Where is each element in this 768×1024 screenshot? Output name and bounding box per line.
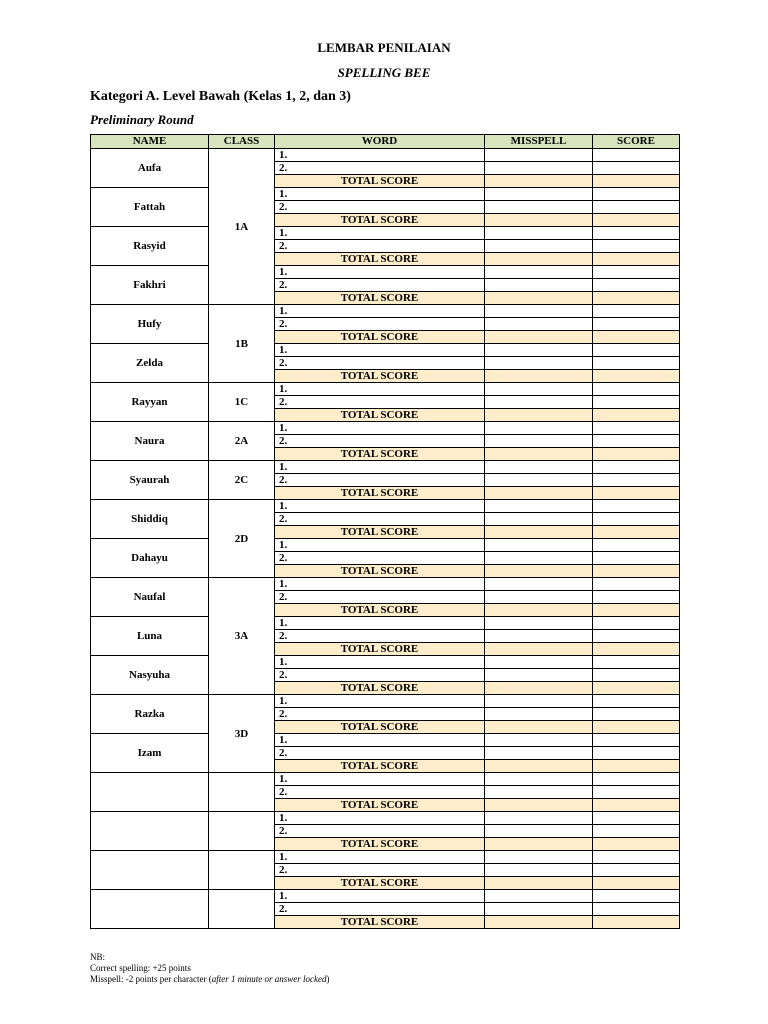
score-cell[interactable]	[593, 591, 680, 604]
student-class	[209, 890, 275, 929]
total-score-cell[interactable]	[593, 253, 680, 266]
misspell-cell[interactable]	[485, 149, 593, 162]
score-cell[interactable]	[593, 474, 680, 487]
misspell-cell[interactable]	[485, 474, 593, 487]
table-body	[91, 149, 680, 929]
student-name: Izam	[91, 734, 209, 773]
score-cell[interactable]	[593, 162, 680, 175]
misspell-cell[interactable]	[485, 825, 593, 838]
word-cell[interactable]: 1.	[275, 383, 485, 396]
total-score-cell[interactable]	[593, 760, 680, 773]
total-score-cell[interactable]	[593, 838, 680, 851]
notes-misspell-italic: after 1 minute or answer locked	[211, 974, 327, 984]
score-cell[interactable]	[593, 383, 680, 396]
word-cell[interactable]: 1.	[275, 188, 485, 201]
total-score-label: TOTAL SCORE	[275, 487, 485, 500]
total-misspell-cell[interactable]	[485, 565, 593, 578]
column-header-score: SCORE	[593, 135, 680, 149]
total-score-cell[interactable]	[593, 721, 680, 734]
student-name: Naufal	[91, 578, 209, 617]
student-class: 1A	[209, 149, 275, 305]
total-score-label: TOTAL SCORE	[275, 214, 485, 227]
misspell-cell[interactable]	[485, 708, 593, 721]
total-misspell-cell[interactable]	[485, 175, 593, 188]
notes-correct: Correct spelling: +25 points	[90, 963, 191, 973]
word-row	[91, 617, 680, 630]
student-class	[209, 812, 275, 851]
word-cell[interactable]: 2.	[275, 162, 485, 175]
column-header-name: NAME	[91, 135, 209, 149]
word-cell[interactable]: 1.	[275, 890, 485, 903]
student-name	[91, 812, 209, 851]
score-table	[90, 134, 680, 929]
misspell-cell[interactable]	[485, 240, 593, 253]
score-cell[interactable]	[593, 305, 680, 318]
word-cell[interactable]: 1.	[275, 305, 485, 318]
student-class: 1C	[209, 383, 275, 422]
score-cell[interactable]	[593, 188, 680, 201]
misspell-cell[interactable]	[485, 747, 593, 760]
score-cell[interactable]	[593, 344, 680, 357]
word-cell[interactable]: 2.	[275, 708, 485, 721]
student-class: 3A	[209, 578, 275, 695]
misspell-cell[interactable]	[485, 500, 593, 513]
total-score-label: TOTAL SCORE	[275, 331, 485, 344]
student-name: Hufy	[91, 305, 209, 344]
total-score-label: TOTAL SCORE	[275, 253, 485, 266]
total-score-label: TOTAL SCORE	[275, 448, 485, 461]
total-score-cell[interactable]	[593, 916, 680, 929]
word-cell[interactable]: 1.	[275, 851, 485, 864]
notes-misspell-suffix: )	[326, 974, 330, 984]
total-misspell-cell[interactable]	[485, 487, 593, 500]
student-name	[91, 851, 209, 890]
misspell-cell[interactable]	[485, 864, 593, 877]
total-score-label: TOTAL SCORE	[275, 721, 485, 734]
total-score-cell[interactable]	[593, 487, 680, 500]
total-misspell-cell[interactable]	[485, 526, 593, 539]
total-score-label: TOTAL SCORE	[275, 370, 485, 383]
total-misspell-cell[interactable]	[485, 916, 593, 929]
score-cell[interactable]	[593, 812, 680, 825]
score-cell[interactable]	[593, 357, 680, 370]
misspell-cell[interactable]	[485, 162, 593, 175]
word-row	[91, 344, 680, 357]
total-score-cell[interactable]	[593, 604, 680, 617]
word-cell[interactable]: 2.	[275, 669, 485, 682]
document-title: LEMBAR PENILAIAN	[317, 40, 451, 55]
notes-section	[90, 952, 329, 985]
total-misspell-cell[interactable]	[485, 331, 593, 344]
score-cell[interactable]	[593, 422, 680, 435]
total-score-cell[interactable]	[593, 643, 680, 656]
word-row	[91, 149, 680, 162]
word-row	[91, 422, 680, 435]
score-cell[interactable]	[593, 786, 680, 799]
word-cell[interactable]: 1.	[275, 227, 485, 240]
score-cell[interactable]	[593, 578, 680, 591]
misspell-cell[interactable]	[485, 318, 593, 331]
score-cell[interactable]	[593, 513, 680, 526]
word-cell[interactable]: 1.	[275, 266, 485, 279]
total-score-label: TOTAL SCORE	[275, 526, 485, 539]
total-misspell-cell[interactable]	[485, 799, 593, 812]
word-cell[interactable]: 2.	[275, 240, 485, 253]
word-cell[interactable]: 2.	[275, 864, 485, 877]
word-cell[interactable]: 1.	[275, 812, 485, 825]
student-class	[209, 851, 275, 890]
word-cell[interactable]: 2.	[275, 201, 485, 214]
total-misspell-cell[interactable]	[485, 292, 593, 305]
word-cell[interactable]: 1.	[275, 539, 485, 552]
total-score-label: TOTAL SCORE	[275, 565, 485, 578]
table-header-row	[91, 135, 680, 149]
misspell-cell[interactable]	[485, 383, 593, 396]
student-name: Zelda	[91, 344, 209, 383]
total-score-label: TOTAL SCORE	[275, 877, 485, 890]
score-cell[interactable]	[593, 240, 680, 253]
student-class: 2A	[209, 422, 275, 461]
word-cell[interactable]: 1.	[275, 344, 485, 357]
misspell-cell[interactable]	[485, 266, 593, 279]
score-cell[interactable]	[593, 279, 680, 292]
total-score-label: TOTAL SCORE	[275, 916, 485, 929]
student-name: Razka	[91, 695, 209, 734]
word-cell[interactable]: 1.	[275, 617, 485, 630]
total-misspell-cell[interactable]	[485, 253, 593, 266]
misspell-cell[interactable]	[485, 227, 593, 240]
word-row	[91, 188, 680, 201]
word-row	[91, 227, 680, 240]
word-cell[interactable]: 1.	[275, 656, 485, 669]
misspell-cell[interactable]	[485, 305, 593, 318]
misspell-cell[interactable]	[485, 669, 593, 682]
score-cell[interactable]	[593, 227, 680, 240]
total-misspell-cell[interactable]	[485, 721, 593, 734]
misspell-cell[interactable]	[485, 513, 593, 526]
column-header-class: CLASS	[209, 135, 275, 149]
score-cell[interactable]	[593, 149, 680, 162]
word-row	[91, 656, 680, 669]
misspell-cell[interactable]	[485, 435, 593, 448]
total-score-cell[interactable]	[593, 370, 680, 383]
total-score-cell[interactable]	[593, 409, 680, 422]
score-cell[interactable]	[593, 851, 680, 864]
total-score-cell[interactable]	[593, 448, 680, 461]
student-name: Aufa	[91, 149, 209, 188]
misspell-cell[interactable]	[485, 851, 593, 864]
misspell-cell[interactable]	[485, 396, 593, 409]
word-cell[interactable]: 2.	[275, 435, 485, 448]
word-row	[91, 500, 680, 513]
student-name: Fakhri	[91, 266, 209, 305]
word-cell[interactable]: 2.	[275, 279, 485, 292]
total-misspell-cell[interactable]	[485, 370, 593, 383]
misspell-cell[interactable]	[485, 656, 593, 669]
score-cell[interactable]	[593, 435, 680, 448]
word-cell[interactable]: 2.	[275, 630, 485, 643]
student-name: Shiddiq	[91, 500, 209, 539]
student-class: 1B	[209, 305, 275, 383]
word-row	[91, 734, 680, 747]
score-cell[interactable]	[593, 890, 680, 903]
word-cell[interactable]: 1.	[275, 422, 485, 435]
score-cell[interactable]	[593, 617, 680, 630]
word-cell[interactable]: 2.	[275, 513, 485, 526]
misspell-cell[interactable]	[485, 591, 593, 604]
total-misspell-cell[interactable]	[485, 409, 593, 422]
total-score-label: TOTAL SCORE	[275, 760, 485, 773]
total-misspell-cell[interactable]	[485, 214, 593, 227]
total-score-cell[interactable]	[593, 799, 680, 812]
score-cell[interactable]	[593, 734, 680, 747]
misspell-cell[interactable]	[485, 539, 593, 552]
total-score-label: TOTAL SCORE	[275, 643, 485, 656]
student-name: Naura	[91, 422, 209, 461]
column-header-misspell: MISSPELL	[485, 135, 593, 149]
total-score-cell[interactable]	[593, 292, 680, 305]
score-cell[interactable]	[593, 396, 680, 409]
score-cell[interactable]	[593, 864, 680, 877]
score-cell[interactable]	[593, 266, 680, 279]
word-row	[91, 812, 680, 825]
word-cell[interactable]: 2.	[275, 786, 485, 799]
total-score-cell[interactable]	[593, 682, 680, 695]
notes-nb: NB:	[90, 952, 106, 962]
total-score-cell[interactable]	[593, 214, 680, 227]
misspell-cell[interactable]	[485, 617, 593, 630]
student-name: Rayyan	[91, 383, 209, 422]
word-cell[interactable]: 1.	[275, 500, 485, 513]
total-score-label: TOTAL SCORE	[275, 292, 485, 305]
total-score-label: TOTAL SCORE	[275, 682, 485, 695]
word-cell[interactable]: 1.	[275, 695, 485, 708]
misspell-cell[interactable]	[485, 461, 593, 474]
misspell-cell[interactable]	[485, 695, 593, 708]
student-class: 3D	[209, 695, 275, 773]
total-score-cell[interactable]	[593, 565, 680, 578]
word-row	[91, 461, 680, 474]
score-cell[interactable]	[593, 695, 680, 708]
misspell-cell[interactable]	[485, 201, 593, 214]
word-row	[91, 890, 680, 903]
word-row	[91, 266, 680, 279]
student-name	[91, 890, 209, 929]
word-cell[interactable]: 2.	[275, 474, 485, 487]
word-cell[interactable]: 2.	[275, 318, 485, 331]
total-score-cell[interactable]	[593, 175, 680, 188]
student-name: Fattah	[91, 188, 209, 227]
category-heading: Kategori A. Level Bawah (Kelas 1, 2, dan 3)	[90, 89, 351, 104]
total-score-cell[interactable]	[593, 331, 680, 344]
word-cell[interactable]: 2.	[275, 825, 485, 838]
score-cell[interactable]	[593, 500, 680, 513]
total-misspell-cell[interactable]	[485, 838, 593, 851]
misspell-cell[interactable]	[485, 422, 593, 435]
misspell-cell[interactable]	[485, 890, 593, 903]
score-cell[interactable]	[593, 708, 680, 721]
total-score-label: TOTAL SCORE	[275, 838, 485, 851]
total-misspell-cell[interactable]	[485, 760, 593, 773]
notes-misspell	[90, 974, 329, 985]
total-score-label: TOTAL SCORE	[275, 175, 485, 188]
score-cell[interactable]	[593, 669, 680, 682]
student-name: Nasyuha	[91, 656, 209, 695]
student-name: Syaurah	[91, 461, 209, 500]
word-cell[interactable]: 1.	[275, 578, 485, 591]
total-misspell-cell[interactable]	[485, 604, 593, 617]
round-heading: Preliminary Round	[90, 112, 194, 127]
word-cell[interactable]: 2.	[275, 552, 485, 565]
word-cell[interactable]: 1.	[275, 734, 485, 747]
word-row	[91, 305, 680, 318]
misspell-cell[interactable]	[485, 786, 593, 799]
word-row	[91, 578, 680, 591]
misspell-cell[interactable]	[485, 357, 593, 370]
word-cell[interactable]: 1.	[275, 773, 485, 786]
word-row	[91, 773, 680, 786]
score-cell[interactable]	[593, 747, 680, 760]
student-name: Luna	[91, 617, 209, 656]
word-cell[interactable]: 2.	[275, 396, 485, 409]
misspell-cell[interactable]	[485, 188, 593, 201]
misspell-cell[interactable]	[485, 734, 593, 747]
total-misspell-cell[interactable]	[485, 877, 593, 890]
total-score-label: TOTAL SCORE	[275, 799, 485, 812]
word-cell[interactable]: 1.	[275, 149, 485, 162]
total-misspell-cell[interactable]	[485, 448, 593, 461]
score-cell[interactable]	[593, 461, 680, 474]
total-misspell-cell[interactable]	[485, 643, 593, 656]
score-cell[interactable]	[593, 201, 680, 214]
word-cell[interactable]: 2.	[275, 747, 485, 760]
word-row	[91, 539, 680, 552]
misspell-cell[interactable]	[485, 903, 593, 916]
score-cell[interactable]	[593, 656, 680, 669]
word-cell[interactable]: 1.	[275, 461, 485, 474]
misspell-cell[interactable]	[485, 279, 593, 292]
total-misspell-cell[interactable]	[485, 682, 593, 695]
total-score-label: TOTAL SCORE	[275, 604, 485, 617]
total-score-cell[interactable]	[593, 877, 680, 890]
misspell-cell[interactable]	[485, 344, 593, 357]
score-cell[interactable]	[593, 539, 680, 552]
score-cell[interactable]	[593, 903, 680, 916]
word-row	[91, 695, 680, 708]
misspell-cell[interactable]	[485, 630, 593, 643]
document-subtitle: SPELLING BEE	[337, 65, 431, 80]
score-cell[interactable]	[593, 552, 680, 565]
student-class: 2C	[209, 461, 275, 500]
column-header-word: WORD	[275, 135, 485, 149]
student-name: Dahayu	[91, 539, 209, 578]
misspell-cell[interactable]	[485, 552, 593, 565]
misspell-cell[interactable]	[485, 773, 593, 786]
score-cell[interactable]	[593, 630, 680, 643]
word-cell[interactable]: 2.	[275, 591, 485, 604]
student-class: 2D	[209, 500, 275, 578]
score-cell[interactable]	[593, 773, 680, 786]
score-cell[interactable]	[593, 318, 680, 331]
student-name	[91, 773, 209, 812]
word-cell[interactable]: 2.	[275, 903, 485, 916]
word-cell[interactable]: 2.	[275, 357, 485, 370]
total-score-cell[interactable]	[593, 526, 680, 539]
word-row	[91, 383, 680, 396]
notes-misspell-prefix: Misspell: -2 points per character (	[90, 974, 212, 984]
student-name: Rasyid	[91, 227, 209, 266]
total-score-label: TOTAL SCORE	[275, 409, 485, 422]
score-cell[interactable]	[593, 825, 680, 838]
misspell-cell[interactable]	[485, 812, 593, 825]
word-row	[91, 851, 680, 864]
student-class	[209, 773, 275, 812]
misspell-cell[interactable]	[485, 578, 593, 591]
